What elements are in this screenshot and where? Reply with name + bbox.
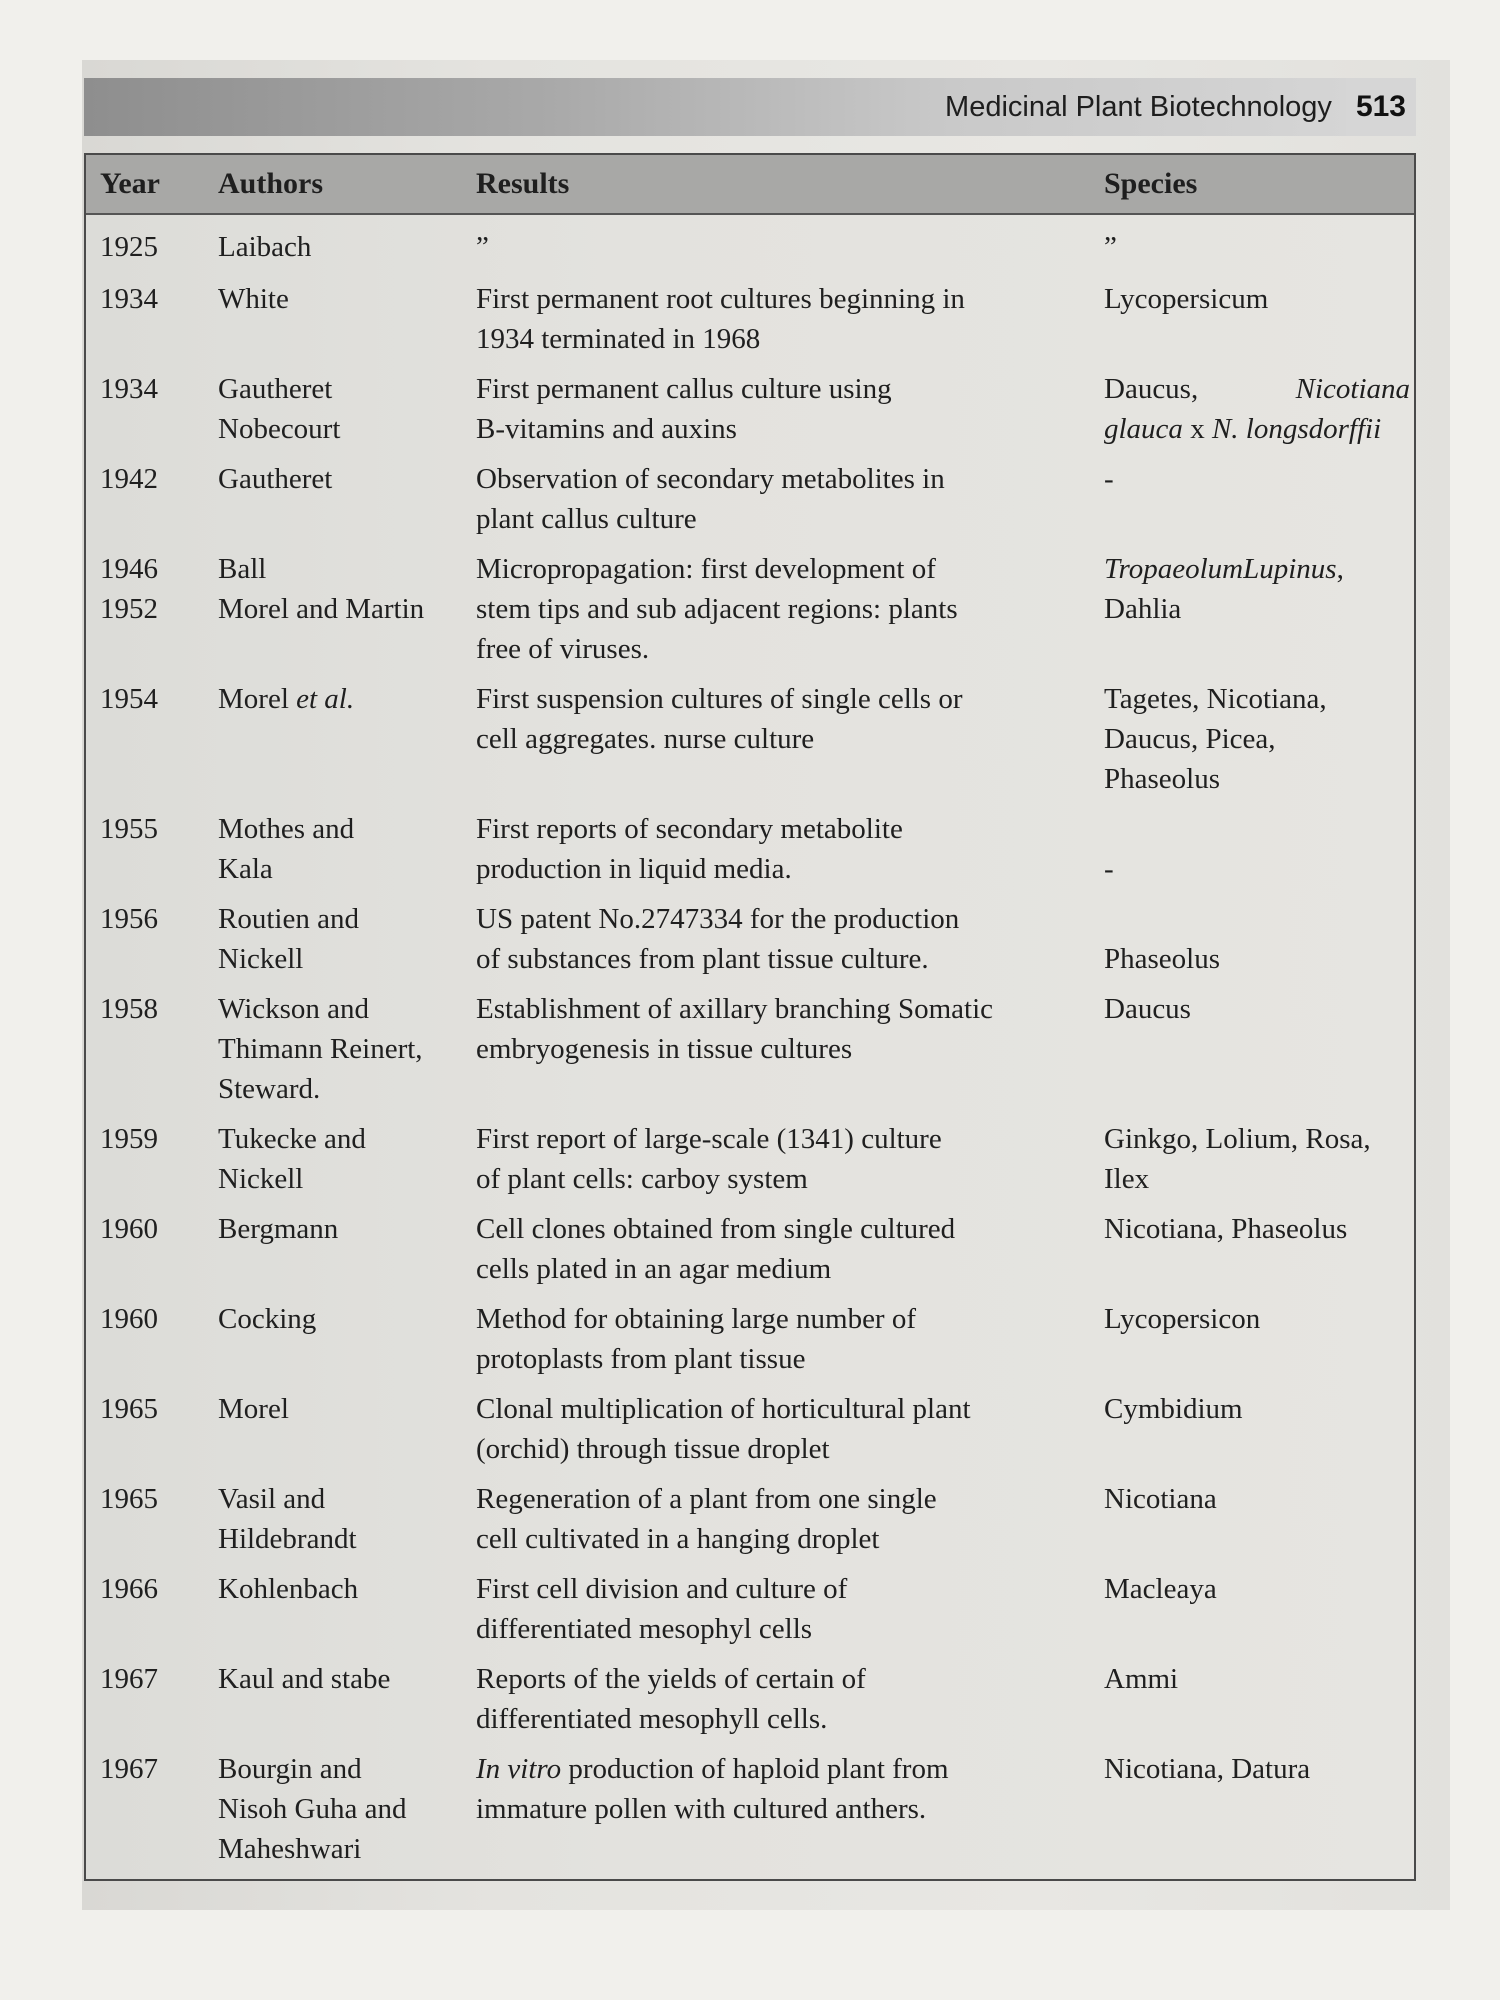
column-header-species: Species xyxy=(1104,167,1198,200)
results-cell: Observation of secondary metabolites in plant callus culture xyxy=(476,463,945,535)
running-header xyxy=(84,78,1416,136)
year-cell: 1955 xyxy=(100,813,158,845)
species-cell: Cymbidium xyxy=(1104,1393,1243,1425)
results-cell: First cell division and culture of differentiated mesophyl cells xyxy=(476,1573,848,1645)
results-cell: Reports of the yields of certain of differentiated mesophyll cells. xyxy=(476,1663,866,1735)
authors-cell: Laibach xyxy=(218,231,312,263)
year-cell: 1954 xyxy=(100,683,158,715)
results-cell: First permanent root cultures beginning in 1934 terminated in 1968 xyxy=(476,283,965,355)
year-cell: 1967 xyxy=(100,1753,158,1785)
species-cell: ” xyxy=(1104,231,1117,263)
authors-cell: Gautheret xyxy=(218,463,333,495)
authors-cell: Tukecke and Nickell xyxy=(218,1123,366,1195)
species-cell: TropaeolumLupinus, xyxy=(1104,553,1344,585)
year-cell: 1934 xyxy=(100,373,158,405)
running-title: Medicinal Plant Biotechnology xyxy=(945,90,1332,123)
results-cell: First report of large-scale (1341) culture of plant cells: carboy system xyxy=(476,1123,942,1195)
results-cell: Micropropagation: first development of xyxy=(476,553,936,585)
species-cell: Dahlia xyxy=(1104,593,1182,625)
authors-cell: Morel xyxy=(218,1393,289,1425)
results-cell: Clonal multiplication of horticultural plant (orchid) through tissue droplet xyxy=(476,1393,971,1465)
results-cell: Regeneration of a plant from one single cell cultivated in a hanging droplet xyxy=(476,1483,937,1555)
species-cell: Lycopersicon xyxy=(1104,1303,1261,1335)
year-cell: 1934 xyxy=(100,283,158,315)
table-header-row xyxy=(86,155,1414,215)
year-cell: 1965 xyxy=(100,1393,158,1425)
year-cell: 1966 xyxy=(100,1573,158,1605)
results-cell: Cell clones obtained from single cultured cells plated in an agar medium xyxy=(476,1213,956,1285)
species-cell: Daucus, Nicotiana glauca x N. longsdorffii xyxy=(1104,373,1410,445)
species-cell: Macleaya xyxy=(1104,1573,1217,1605)
results-cell: First reports of secondary metabolite production in liquid media. xyxy=(476,813,903,885)
year-cell: 1960 xyxy=(100,1303,158,1335)
results-cell: Method for obtaining large number of protoplasts from plant tissue xyxy=(476,1303,916,1375)
results-cell: First suspension cultures of single cells or cell aggregates. nurse culture xyxy=(476,683,963,755)
history-table xyxy=(84,153,1416,1881)
year-cell: 1952 xyxy=(100,593,158,625)
page-number: 513 xyxy=(1346,78,1416,136)
species-cell: - xyxy=(1104,463,1114,495)
species-cell: Nicotiana xyxy=(1104,1483,1217,1515)
results-cell: US patent No.2747334 for the production of substances from plant tissue culture. xyxy=(476,903,960,975)
authors-cell: Morel et al. xyxy=(218,683,355,715)
column-header-year: Year xyxy=(100,167,160,200)
species-cell: Daucus xyxy=(1104,993,1191,1025)
results-cell: ” xyxy=(476,231,489,263)
species-cell: Tagetes, Nicotiana, Daucus, Picea, Phaseolus xyxy=(1104,683,1327,795)
authors-cell: Routien and Nickell xyxy=(218,903,359,975)
year-cell: 1956 xyxy=(100,903,158,935)
authors-cell: Ball xyxy=(218,553,267,585)
year-cell: 1925 xyxy=(100,231,158,263)
authors-cell: Morel and Martin xyxy=(218,593,425,625)
year-cell: 1946 xyxy=(100,553,158,585)
species-cell: Phaseolus xyxy=(1104,943,1220,975)
authors-cell: Mothes and Kala xyxy=(218,813,355,885)
authors-cell: Bourgin and Nisoh Guha and Maheshwari xyxy=(218,1753,407,1865)
species-cell: Nicotiana, Phaseolus xyxy=(1104,1213,1348,1245)
species-cell: Ginkgo, Lolium, Rosa, Ilex xyxy=(1104,1123,1371,1195)
authors-cell: Kaul and stabe xyxy=(218,1663,391,1695)
authors-cell: Vasil and Hildebrandt xyxy=(218,1483,357,1555)
authors-cell: Kohlenbach xyxy=(218,1573,359,1605)
results-cell: stem tips and sub adjacent regions: plants free of viruses. xyxy=(476,593,958,665)
species-cell: Ammi xyxy=(1104,1663,1179,1695)
species-cell: - xyxy=(1104,853,1114,885)
year-cell: 1942 xyxy=(100,463,158,495)
year-cell: 1959 xyxy=(100,1123,158,1155)
species-cell: Nicotiana, Datura xyxy=(1104,1753,1311,1785)
results-cell: In vitro production of haploid plant from immature pollen with cultured anthers. xyxy=(476,1753,949,1825)
authors-cell: Gautheret Nobecourt xyxy=(218,373,341,445)
results-cell: First permanent callus culture using B-vitamins and auxins xyxy=(476,373,892,445)
authors-cell: White xyxy=(218,283,289,315)
column-header-authors: Authors xyxy=(218,167,324,200)
year-cell: 1958 xyxy=(100,993,158,1025)
year-cell: 1960 xyxy=(100,1213,158,1245)
authors-cell: Bergmann xyxy=(218,1213,339,1245)
column-header-results: Results xyxy=(476,167,570,200)
species-cell: Lycopersicum xyxy=(1104,283,1269,315)
authors-cell: Wickson and Thimann Reinert, Steward. xyxy=(218,993,423,1105)
year-cell: 1967 xyxy=(100,1663,158,1695)
authors-cell: Cocking xyxy=(218,1303,317,1335)
results-cell: Establishment of axillary branching Somatic embryogenesis in tissue cultures xyxy=(476,993,994,1065)
year-cell: 1965 xyxy=(100,1483,158,1515)
